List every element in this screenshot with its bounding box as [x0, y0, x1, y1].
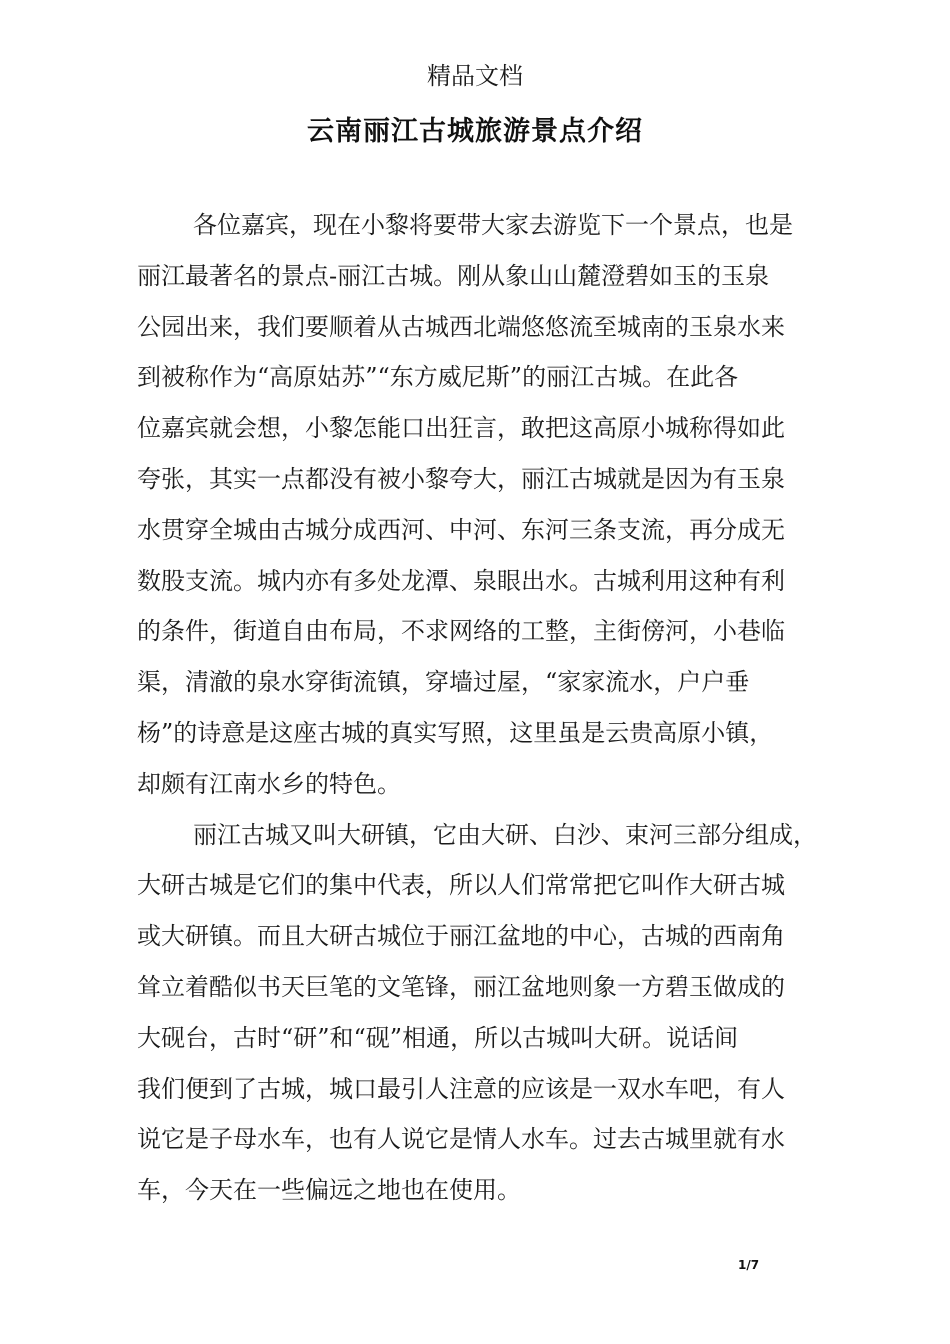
document-body	[137, 200, 837, 1216]
text-line: 却颇有江南水乡的特色。	[137, 769, 401, 798]
text-line: 位嘉宾就会想，小黎怎能口出狂言，敢把这高原小城称得如此	[137, 414, 785, 443]
text-line: 水贯穿全城由古城分成西河、中河、东河三条支流，再分成无	[137, 515, 785, 544]
text-line: 的条件，街道自由布局，不求网络的工整，主街傍河，小巷临	[137, 617, 785, 646]
text-line: 耸立着酷似书天巨笔的文笔锋，丽江盆地则象一方碧玉做成的	[137, 972, 785, 1001]
text-line: 丽江最著名的景点-丽江古城。刚从象山山麓澄碧如玉的玉泉	[137, 261, 770, 290]
text-line: 各位嘉宾，现在小黎将要带大家去游览下一个景点，也是	[193, 211, 793, 239]
text-line: 公园出来，我们要顺着从古城西北端悠悠流至城南的玉泉水来	[137, 312, 785, 341]
text-line: 夸张，其实一点都没有被小黎夸大，丽江古城就是因为有玉泉	[137, 464, 785, 493]
paragraph-1	[137, 200, 837, 810]
text-line: 杨”的诗意是这座古城的真实写照，这里虽是云贵高原小镇，	[137, 718, 774, 747]
text-line: 或大研镇。而且大研古城位于丽江盆地的中心，古城的西南角	[137, 922, 785, 951]
text-line: 说它是子母水车，也有人说它是情人水车。过去古城里就有水	[137, 1125, 785, 1154]
text-line: 到被称作为“高原姑苏”“东方威尼斯”的丽江古城。在此各	[137, 363, 739, 392]
page-number: 1/7	[738, 1258, 760, 1272]
text-line: 丽江古城又叫大研镇，它由大研、白沙、束河三部分组成，	[193, 820, 817, 849]
header-label: 精品文档	[427, 62, 523, 90]
text-line: 大砚台，古时“研”和“砚”相通，所以古城叫大研。说话间	[137, 1023, 739, 1052]
text-line: 数股支流。城内亦有多处龙潭、泉眼出水。古城利用这种有利	[137, 566, 785, 595]
text-line: 渠，清澈的泉水穿街流镇，穿墙过屋，“家家流水，户户垂	[137, 668, 750, 697]
text-line: 大研古城是它们的集中代表，所以人们常常把它叫作大研古城	[137, 871, 785, 900]
text-line: 我们便到了古城，城口最引人注意的应该是一双水车吧，有人	[137, 1074, 785, 1103]
text-line: 车，今天在一些偏远之地也在使用。	[137, 1176, 521, 1205]
document-title: 云南丽江古城旅游景点介绍	[307, 116, 643, 147]
paragraph-2	[137, 810, 837, 1216]
